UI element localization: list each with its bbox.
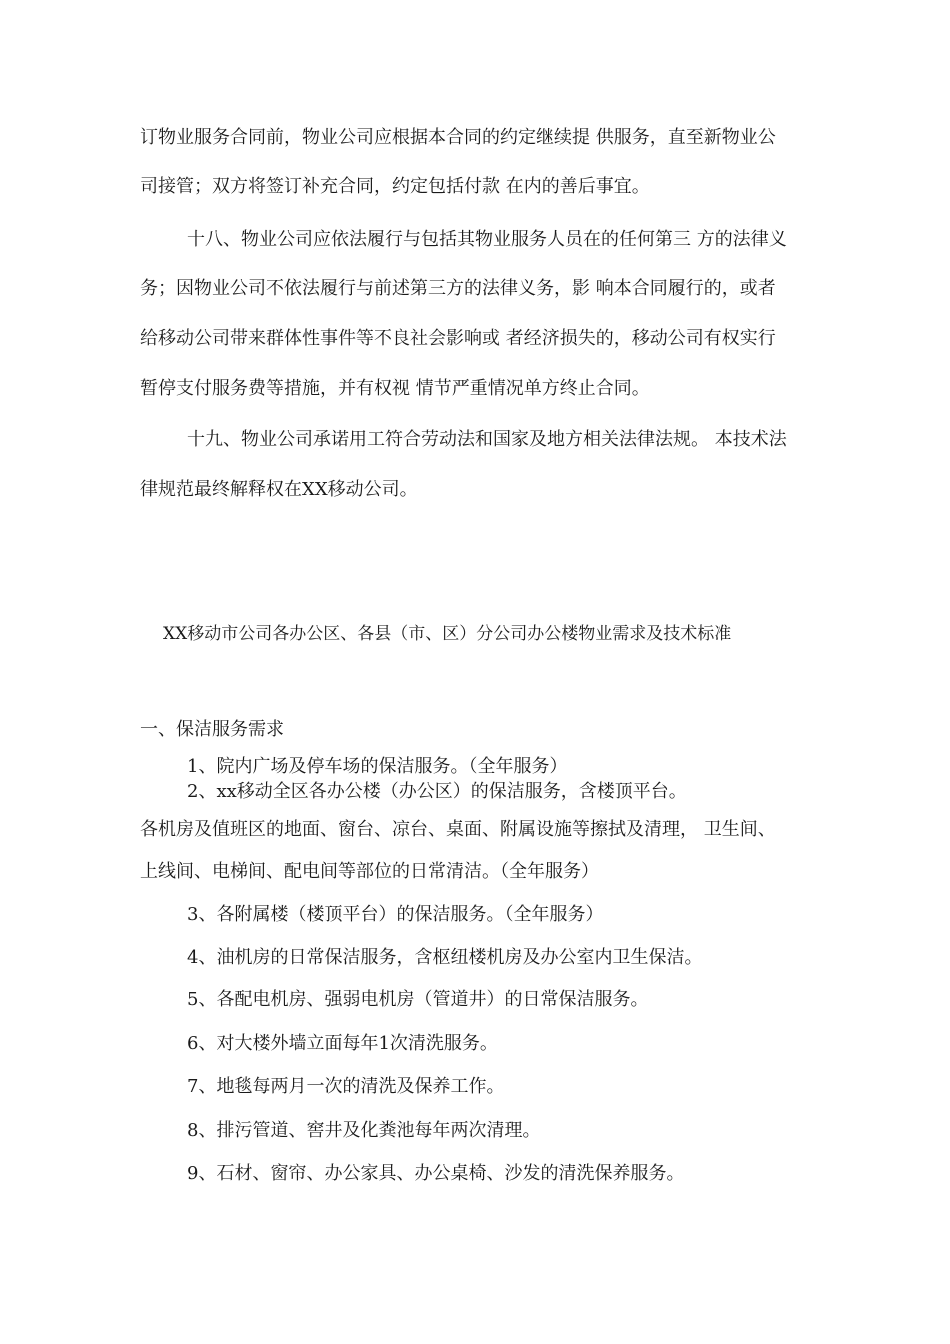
list-item-continuation: 各机房及值班区的地面、窗台、凉台、桌面、附属设施等擦拭及清理， 卫生间、 — [140, 819, 776, 840]
list-item: 8、排污管道、窖井及化粪池每年两次清理。 — [187, 1120, 541, 1141]
list-item: 2、xx移动全区各办公楼（办公区）的保洁服务，含楼顶平台。 — [187, 781, 687, 802]
list-item: 6、对大楼外墙立面每年1次清洗服务。 — [187, 1033, 498, 1054]
list-item: 3、各附属楼（楼顶平台）的保洁服务。（全年服务） — [187, 904, 604, 925]
clause-19-first-line: 十九、物业公司承诺用工符合劳动法和国家及地方相关法律法规。 本技术法 — [187, 429, 787, 450]
document-title: XX移动市公司各办公区、各县（市、区）分公司办公楼物业需求及技术标准 — [163, 624, 732, 644]
list-item-continuation: 上线间、电梯间、配电间等部位的日常清洁。（全年服务） — [140, 861, 599, 882]
text-line: 暂停支付服务费等措施，并有权视 情节严重情况单方终止合同。 — [140, 378, 650, 399]
text-line: 订物业服务合同前，物业公司应根据本合同的约定继续提 供服务，直至新物业公 — [140, 127, 776, 148]
text-line: 律规范最终解释权在XX移动公司。 — [140, 479, 418, 500]
list-item: 9、石材、窗帘、办公家具、办公桌椅、沙发的清洗保养服务。 — [187, 1163, 685, 1184]
list-item: 5、各配电机房、强弱电机房（管道井）的日常保洁服务。 — [187, 989, 649, 1010]
text-line: 司接管；双方将签订补充合同，约定包括付款 在内的善后事宜。 — [140, 176, 650, 197]
text-line: 务；因物业公司不依法履行与前述第三方的法律义务，影 响本合同履行的，或者 — [140, 278, 776, 299]
list-item: 7、地毯每两月一次的清洗及保养工作。 — [187, 1076, 505, 1097]
clause-18-first-line: 十八、物业公司应依法履行与包括其物业服务人员在的任何第三 方的法律义 — [187, 229, 787, 250]
list-item: 1、院内广场及停车场的保洁服务。（全年服务） — [187, 756, 568, 777]
text-line: 给移动公司带来群体性事件等不良社会影响或 者经济损失的，移动公司有权实行 — [140, 328, 776, 349]
list-item: 4、油机房的日常保洁服务，含枢纽楼机房及办公室内卫生保洁。 — [187, 947, 703, 968]
section-heading: 一、保洁服务需求 — [140, 719, 284, 740]
